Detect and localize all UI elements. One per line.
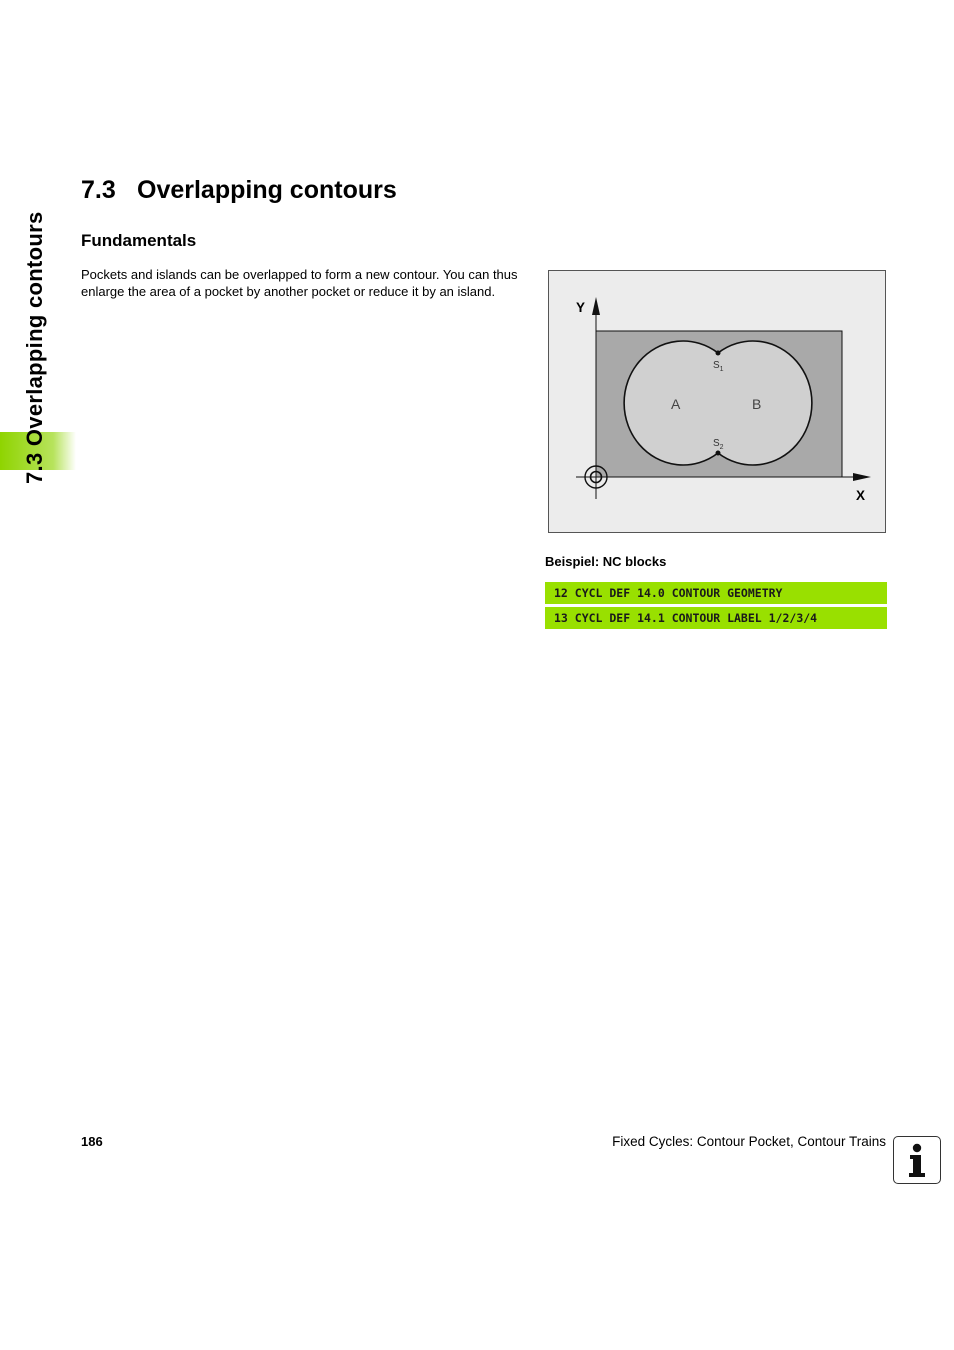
side-chapter-title: 7.3 Overlapping contours xyxy=(22,211,47,484)
label-b: B xyxy=(752,396,762,412)
x-axis-arrow xyxy=(853,473,871,481)
x-axis-label: X xyxy=(856,488,866,503)
page-number: 186 xyxy=(81,1134,103,1149)
example-label: Beispiel: NC blocks xyxy=(545,554,667,569)
overlapping-contours-figure xyxy=(548,270,886,533)
y-axis-label: Y xyxy=(576,300,586,315)
chapter-title xyxy=(81,176,397,205)
nc-block-line: 12 CYCL DEF 14.0 CONTOUR GEOMETRY xyxy=(545,582,887,604)
info-glyph xyxy=(894,1137,939,1182)
label-a: A xyxy=(671,396,681,412)
y-axis-arrow xyxy=(592,297,600,315)
point-s2-letter: S xyxy=(713,438,720,449)
section-title: Fundamentals xyxy=(81,231,197,250)
point-s2-subscript: 2 xyxy=(719,444,724,451)
point-s1-subscript: 1 xyxy=(719,366,724,373)
chapter-number: 7.3 xyxy=(81,176,116,204)
intro-paragraph: Pockets and islands can be overlapped to form a new contour. You can thus enlarge the area of a pocket by another pocket or reduce it by an island. xyxy=(81,267,518,299)
point-s1-marker xyxy=(716,351,721,356)
footer-chapter-title: Fixed Cycles: Contour Pocket, Contour Trains xyxy=(612,1134,886,1149)
point-s1-letter: S xyxy=(713,360,720,371)
info-icon xyxy=(893,1136,941,1184)
chapter-title-text: Overlapping contours xyxy=(137,176,397,204)
nc-block-line: 13 CYCL DEF 14.1 CONTOUR LABEL 1/2/3/4 xyxy=(545,607,887,629)
figure-drawing xyxy=(549,271,885,532)
point-s2-marker xyxy=(716,451,721,456)
